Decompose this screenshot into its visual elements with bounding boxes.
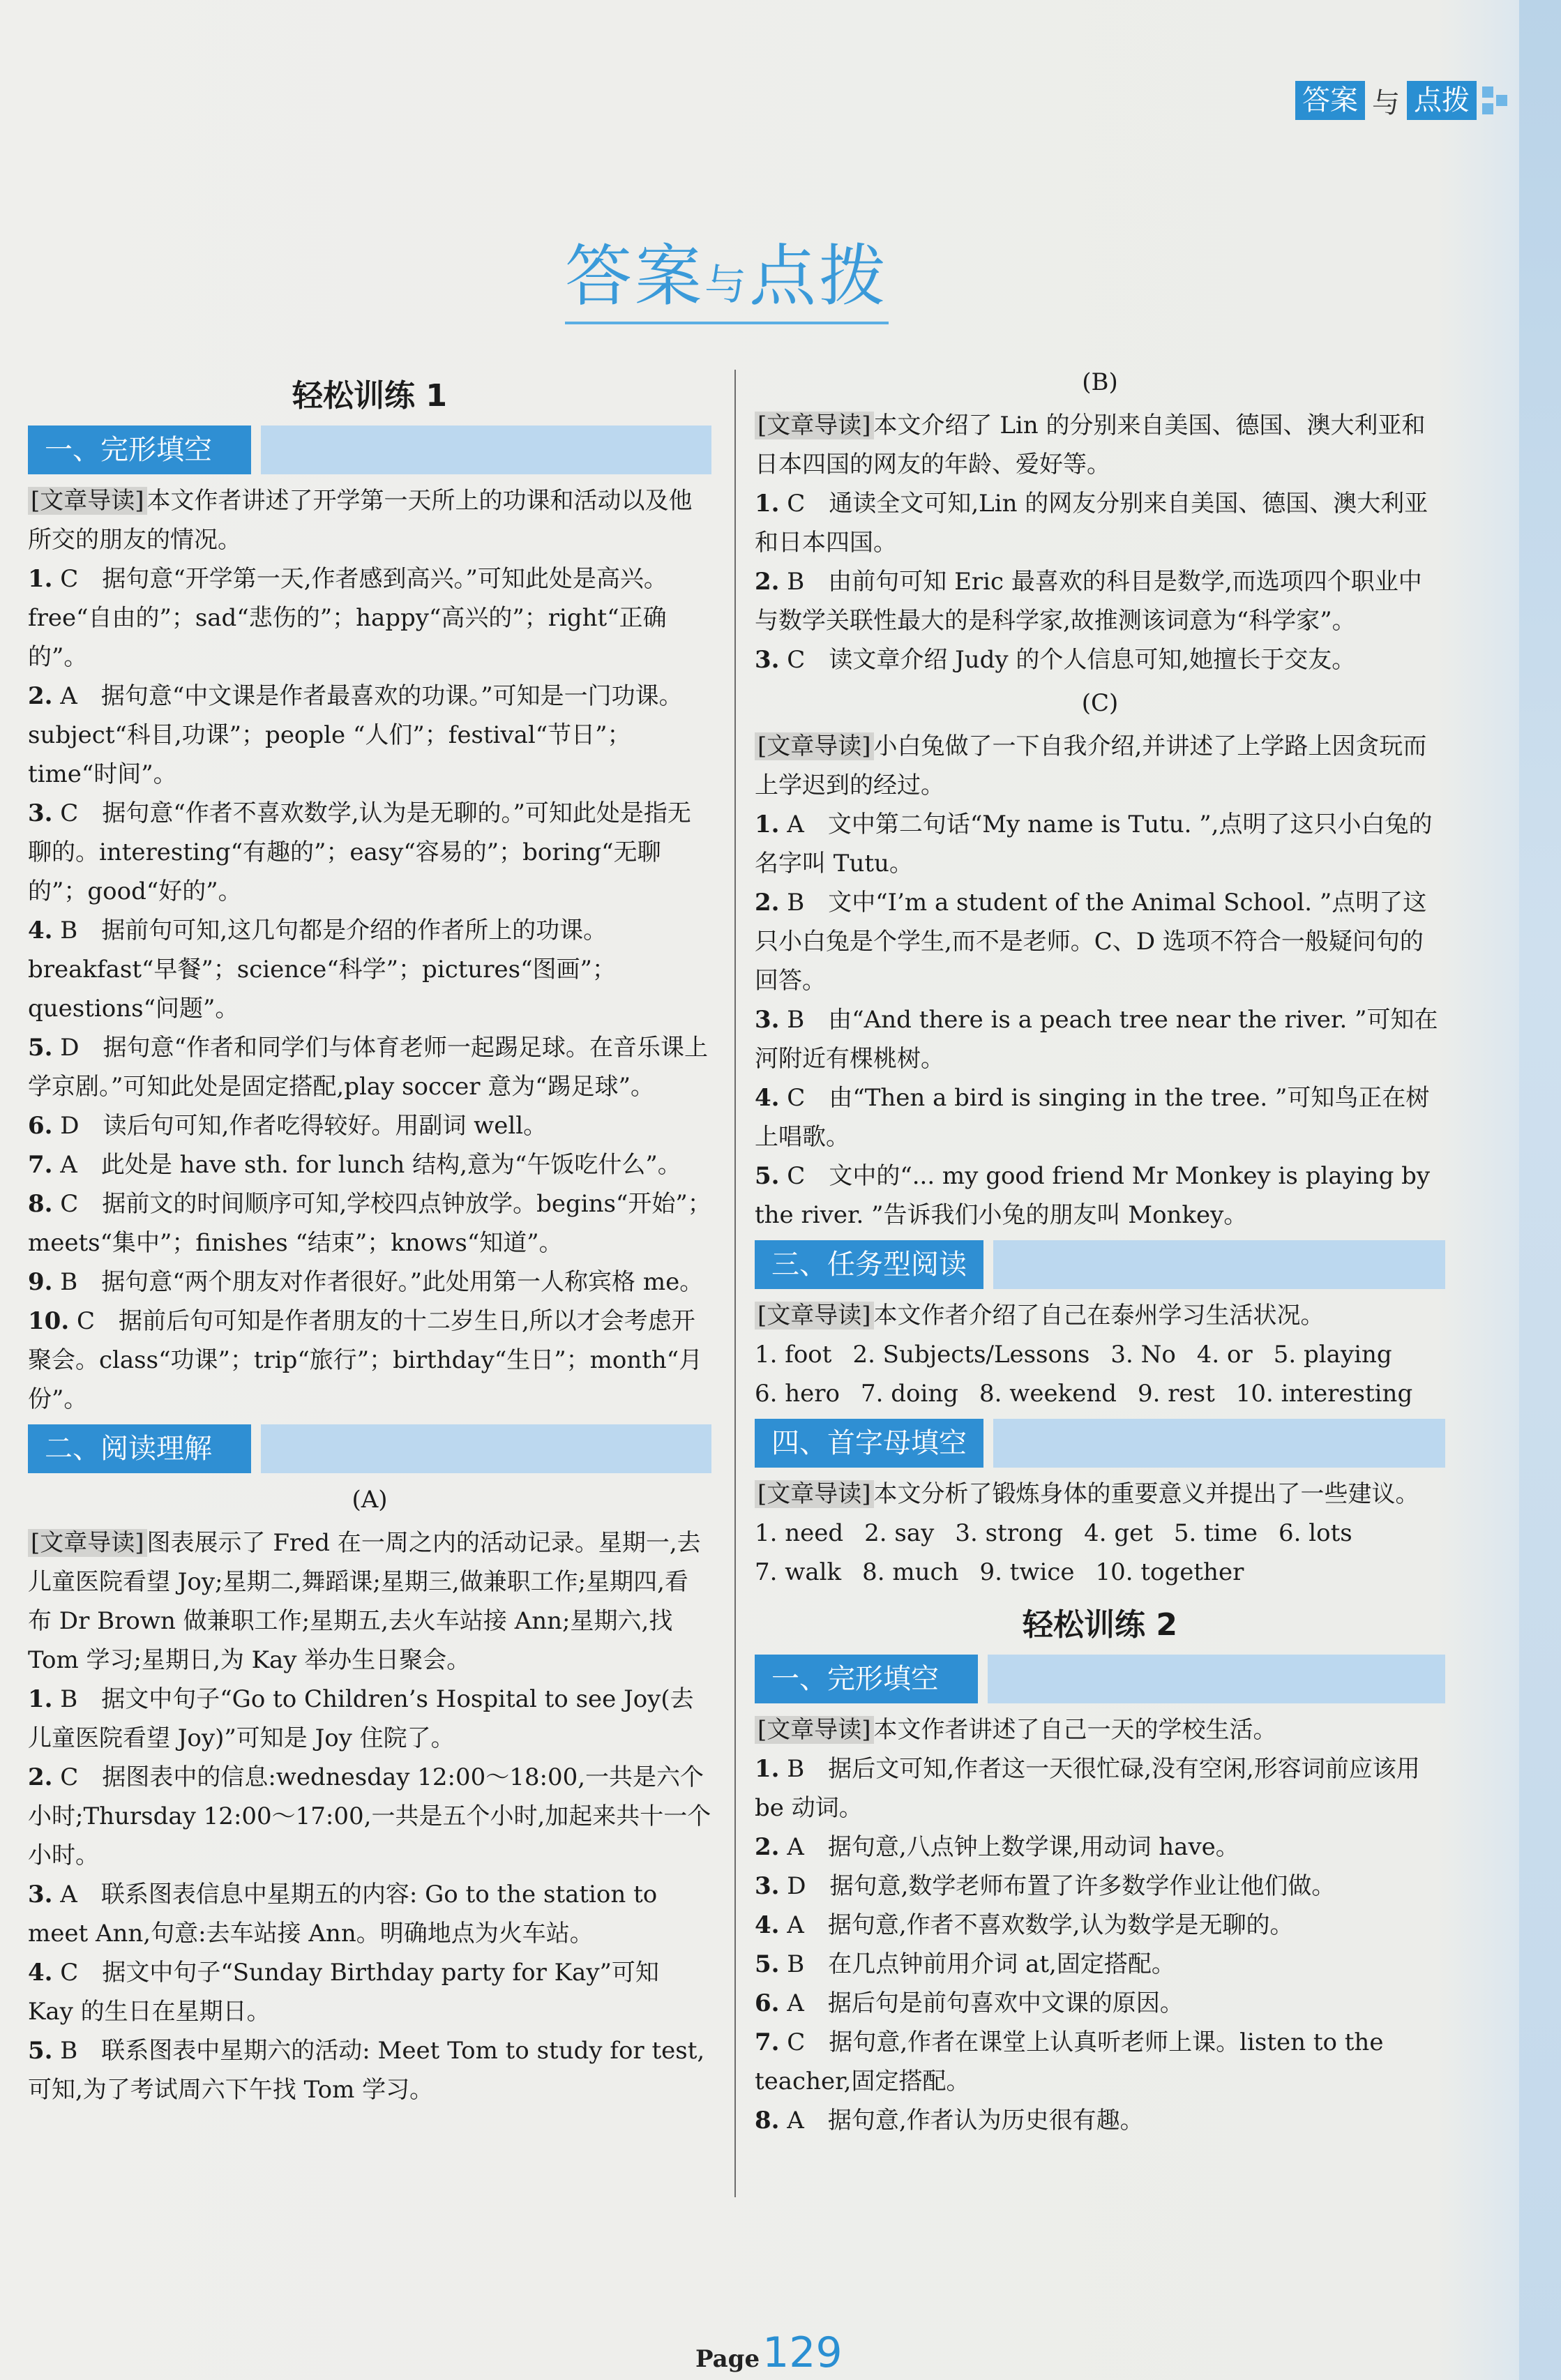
answer-item	[755, 1000, 1445, 1078]
page-label: Page	[695, 2345, 760, 2373]
answer-number: 3.	[28, 1881, 53, 1908]
answer-text: C 据句意,作者在课堂上认真听老师上课。listen to the teacher,固定搭配。	[755, 2028, 1384, 2095]
answer-text: A 联系图表信息中星期五的内容: Go to the station to meet Ann,句意:去车站接 Ann。明确地点为火车站。	[28, 1881, 658, 1948]
answer-number: 3.	[755, 1006, 780, 1034]
page-footer	[695, 2328, 843, 2377]
intro-tag: [文章导读]	[755, 1302, 874, 1330]
intro-tag: [文章导读]	[755, 732, 874, 760]
page-number: 129	[762, 2328, 843, 2377]
answer-word: 9. twice	[979, 1558, 1075, 1586]
title-main: 答案	[565, 237, 704, 315]
answer-text: C 据句意“开学第一天,作者感到高兴。”可知此处是高兴。free“自由的”；sad“悲伤的”；happy“高兴的”；right“正确的”。	[28, 565, 668, 671]
answer-word: 3. strong	[955, 1519, 1064, 1547]
answer-word: 2. say	[864, 1519, 935, 1547]
answer-text: A 据句意,八点钟上数学课,用动词 have。	[779, 1833, 1239, 1861]
corner-tag-mid: 与	[1372, 86, 1400, 119]
section-heading: 轻松训练 2	[1023, 1607, 1177, 1643]
answer-number: 1.	[28, 1685, 53, 1713]
answer-number: 2.	[755, 568, 780, 596]
answer-text: C 据前后句可知是作者朋友的十二岁生日,所以才会考虑开聚会。class“功课”；trip“旅行”；birthday“生日”；month“月份”。	[28, 1307, 703, 1413]
answer-number: 7.	[28, 1151, 53, 1179]
intro-text: 小白兔做了一下自我介绍,并讲述了上学路上因贪玩而上学迟到的经过。	[755, 732, 1427, 799]
answer-text: A 据后句是前句喜欢中文课的原因。	[779, 1989, 1184, 2017]
answer-number: 4.	[755, 1911, 780, 1939]
answer-word: 10. interesting	[1235, 1380, 1413, 1408]
sub-heading: (A)	[352, 1486, 388, 1514]
intro-tag: [文章导读]	[755, 1716, 874, 1744]
answer-row	[755, 1335, 1445, 1374]
answer-list	[755, 484, 1445, 679]
answer-number: 4.	[755, 1084, 780, 1112]
answer-word: 5. playing	[1273, 1341, 1392, 1369]
answer-word: 6. hero	[755, 1380, 840, 1408]
right-column	[755, 363, 1445, 2140]
answer-text: A 据句意,作者不喜欢数学,认为数学是无聊的。	[779, 1911, 1294, 1939]
answer-item	[755, 1945, 1445, 1984]
corner-tag	[1295, 81, 1510, 120]
answer-item	[28, 2031, 711, 2109]
answer-text: B 据后文可知,作者这一天很忙碌,没有空闲,形容词前应该用 be 动词。	[755, 1755, 1420, 1822]
intro-tag: [文章导读]	[28, 1529, 147, 1557]
intro-text: 本文作者讲述了自己一天的学校生活。	[873, 1716, 1277, 1744]
answer-item	[755, 883, 1445, 1000]
intro	[755, 1475, 1445, 1514]
answer-text: B 由前句可知 Eric 最喜欢的科目是数学,而选项四个职业中与数学关联性最大的是科学家,故推测该词意为“科学家”。	[755, 568, 1422, 635]
answer-item	[755, 805, 1445, 883]
answer-number: 3.	[755, 646, 780, 674]
answer-text: A 此处是 have sth. for lunch 结构,意为“午饭吃什么”。	[52, 1151, 681, 1179]
answer-number: 1.	[755, 1755, 780, 1783]
answer-item	[28, 1680, 711, 1758]
left-column	[28, 363, 711, 2109]
answer-text: B 文中“I’m a student of the Animal School. ”点明了这只小白兔是个学生,而不是老师。C、D 选项不符合一般疑问句的回答。	[755, 889, 1427, 995]
section-band	[755, 1655, 1445, 1703]
answer-number: 1.	[755, 811, 780, 838]
answer-text: A 据句意,作者认为历史很有趣。	[779, 2107, 1144, 2134]
intro	[755, 1296, 1445, 1335]
intro-text: 本文分析了锻炼身体的重要意义并提出了一些建议。	[873, 1480, 1419, 1508]
column-divider	[734, 370, 736, 2197]
answer-text: C 由“Then a bird is singing in the tree. ”可知鸟正在树上唱歌。	[755, 1084, 1430, 1151]
intro-text: 本文介绍了 Lin 的分别来自美国、德国、澳大利亚和日本四国的网友的年龄、爱好等。	[755, 412, 1426, 479]
answer-list	[755, 1749, 1445, 2140]
answer-item	[28, 1184, 711, 1263]
answer-item	[28, 1302, 711, 1419]
answer-text: D 据句意,数学老师布置了许多数学作业让他们做。	[779, 1872, 1336, 1900]
answer-number: 2.	[28, 1763, 53, 1791]
answer-number: 9.	[28, 1268, 53, 1296]
title-small: 与	[704, 261, 749, 310]
answer-text: C 据句意“作者不喜欢数学,认为是无聊的。”可知此处是指无聊的。interesting“有趣的”；easy“容易的”；boring“无聊的”；good“好的”。	[28, 799, 691, 905]
section-label: 三、任务型阅读	[755, 1240, 983, 1289]
answer-item	[28, 911, 711, 1028]
answer-number: 7.	[755, 2028, 780, 2056]
answer-text: B 据文中句子“Go to Children’s Hospital to see Joy(去儿童医院看望 Joy)”可知是 Joy 住院了。	[28, 1685, 694, 1752]
answer-number: 1.	[755, 490, 780, 518]
corner-tag-right: 点拨	[1407, 81, 1477, 120]
answer-item	[28, 1953, 711, 2031]
page-title	[565, 223, 889, 324]
answer-number: 6.	[28, 1112, 53, 1140]
answer-text: A 文中第二句话“My name is Tutu. ”,点明了这只小白兔的名字叫 Tutu。	[755, 811, 1433, 878]
answer-item	[28, 1145, 711, 1184]
answer-word: 4. or	[1196, 1341, 1253, 1369]
section-band	[28, 425, 711, 474]
answer-list	[755, 805, 1445, 1235]
answer-word: 10. together	[1095, 1558, 1244, 1586]
section-band	[28, 1424, 711, 1473]
answer-number: 5.	[28, 1034, 53, 1062]
answer-item	[755, 1867, 1445, 1906]
answer-word: 3. No	[1110, 1341, 1176, 1369]
section-label: 二、阅读理解	[28, 1424, 251, 1473]
intro	[755, 727, 1445, 805]
answer-item	[755, 562, 1445, 640]
answer-number: 2.	[28, 682, 53, 710]
answer-row	[755, 1553, 1445, 1592]
answer-item	[28, 1875, 711, 1953]
answer-word: 2. Subjects/Lessons	[852, 1341, 1090, 1369]
intro-text: 本文作者讲述了开学第一天所上的功课和活动以及他所交的朋友的情况。	[28, 487, 693, 554]
answer-item	[755, 1906, 1445, 1945]
answer-item	[755, 640, 1445, 679]
answer-number: 2.	[755, 1833, 780, 1861]
answer-text: B 据前句可知,这几句都是介绍的作者所上的功课。breakfast“早餐”；science“科学”；pictures“图画”；questions“问题”。	[28, 917, 616, 1023]
answer-number: 3.	[755, 1872, 780, 1900]
sub-heading: (C)	[1081, 689, 1119, 717]
answer-text: C 读文章介绍 Judy 的个人信息可知,她擅长于交友。	[779, 646, 1356, 674]
answer-item	[755, 1828, 1445, 1867]
answer-word: 1. foot	[755, 1341, 832, 1369]
answer-text: B 在几点钟前用介词 at,固定搭配。	[779, 1950, 1175, 1978]
intro-text: 图表展示了 Fred 在一周之内的活动记录。星期一,去儿童医院看望 Joy;星期二,舞蹈课;星期三,做兼职工作;星期四,看布 Dr Brown 做兼职工作;星期五,去火车站接 Ann;星期六,找 Tom 学习;星期日,为 Kay 举办生日聚会。	[28, 1529, 701, 1674]
answer-text: D 据句意“作者和同学们与体育老师一起踢足球。在音乐课上学京剧。”可知此处是固定搭配,play soccer 意为“踢足球”。	[28, 1034, 708, 1101]
arrow-icon	[1482, 86, 1510, 114]
answer-word: 5. time	[1173, 1519, 1258, 1547]
answer-item	[755, 1157, 1445, 1235]
intro	[755, 406, 1445, 484]
answer-text: C 据图表中的信息:wednesday 12:00～18:00,一共是六个小时;Thursday 12:00～17:00,一共是五个小时,加起来共十一个小时。	[28, 1763, 711, 1869]
answer-word: 1. need	[755, 1519, 844, 1547]
title-end: 点拨	[749, 237, 889, 315]
answer-text: B 联系图表中星期六的活动: Meet Tom to study for test,可知,为了考试周六下午找 Tom 学习。	[28, 2037, 705, 2104]
answer-item	[28, 1758, 711, 1875]
answer-text: A 据句意“中文课是作者最喜欢的功课。”可知是一门功课。subject“科目,功课”；people “人们”；festival“节日”；time“时间”。	[28, 682, 683, 788]
section-band	[755, 1240, 1445, 1289]
answer-number: 1.	[28, 565, 53, 593]
intro	[28, 1523, 711, 1680]
answer-item	[28, 1106, 711, 1145]
answer-row	[755, 1374, 1445, 1413]
answer-item	[755, 1078, 1445, 1157]
answer-item	[28, 794, 711, 911]
answer-number: 5.	[755, 1162, 780, 1190]
answer-number: 10.	[28, 1307, 70, 1335]
answer-item	[28, 677, 711, 794]
answer-item	[755, 484, 1445, 562]
answer-number: 5.	[28, 2037, 53, 2065]
intro-tag: [文章导读]	[28, 487, 147, 515]
answer-word: 7. walk	[755, 1558, 842, 1586]
answer-item	[755, 1749, 1445, 1828]
section-label: 一、完形填空	[28, 425, 251, 474]
answer-word: 8. much	[862, 1558, 959, 1586]
answer-word: 8. weekend	[979, 1380, 1117, 1408]
answer-number: 4.	[28, 917, 53, 944]
answer-item	[755, 2023, 1445, 2101]
answer-item	[755, 1984, 1445, 2023]
answer-item	[28, 1028, 711, 1106]
answer-number: 4.	[28, 1959, 53, 1987]
intro	[28, 481, 711, 559]
answer-number: 2.	[755, 889, 780, 917]
answer-text: D 读后句可知,作者吃得较好。用副词 well。	[52, 1112, 548, 1140]
section-label: 四、首字母填空	[755, 1419, 983, 1468]
answer-text: C 通读全文可知,Lin 的网友分别来自美国、德国、澳大利亚和日本四国。	[755, 490, 1428, 557]
answer-text: B 据句意“两个朋友对作者很好。”此处用第一人称宾格 me。	[52, 1268, 704, 1296]
corner-tag-left: 答案	[1295, 81, 1365, 120]
answer-number: 5.	[755, 1950, 780, 1978]
answer-list	[28, 559, 711, 1419]
answer-text: B 由“And there is a peach tree near the river. ”可知在河附近有棵桃树。	[755, 1006, 1438, 1073]
intro-tag: [文章导读]	[755, 1480, 874, 1508]
answer-row	[755, 1514, 1445, 1553]
answer-number: 8.	[755, 2107, 780, 2134]
page-edge	[1519, 0, 1561, 2380]
intro-text: 本文作者介绍了自己在泰州学习生活状况。	[873, 1302, 1325, 1330]
answer-word: 6. lots	[1279, 1519, 1352, 1547]
answer-text: C 文中的“... my good friend Mr Monkey is playing by the river. ”告诉我们小兔的朋友叫 Monkey。	[755, 1162, 1431, 1229]
intro-tag: [文章导读]	[755, 412, 874, 439]
answer-number: 6.	[755, 1989, 780, 2017]
answer-item	[28, 1263, 711, 1302]
answer-item	[755, 2101, 1445, 2140]
intro	[755, 1710, 1445, 1749]
answer-word: 9. rest	[1138, 1380, 1215, 1408]
answer-text: C 据文中句子“Sunday Birthday party for Kay”可知 Kay 的生日在星期日。	[28, 1959, 659, 2026]
section-label: 一、完形填空	[755, 1655, 978, 1703]
answer-number: 8.	[28, 1190, 53, 1218]
answer-text: C 据前文的时间顺序可知,学校四点钟放学。begins“开始”；meets“集中”；finishes “结束”；knows“知道”。	[28, 1190, 711, 1257]
answer-word: 4. get	[1084, 1519, 1153, 1547]
answer-list	[28, 1680, 711, 2109]
section-band	[755, 1419, 1445, 1468]
answer-item	[28, 559, 711, 677]
section-heading: 轻松训练 1	[292, 378, 447, 414]
sub-heading: (B)	[1082, 368, 1118, 396]
answer-number: 3.	[28, 799, 53, 827]
answer-word: 7. doing	[861, 1380, 959, 1408]
